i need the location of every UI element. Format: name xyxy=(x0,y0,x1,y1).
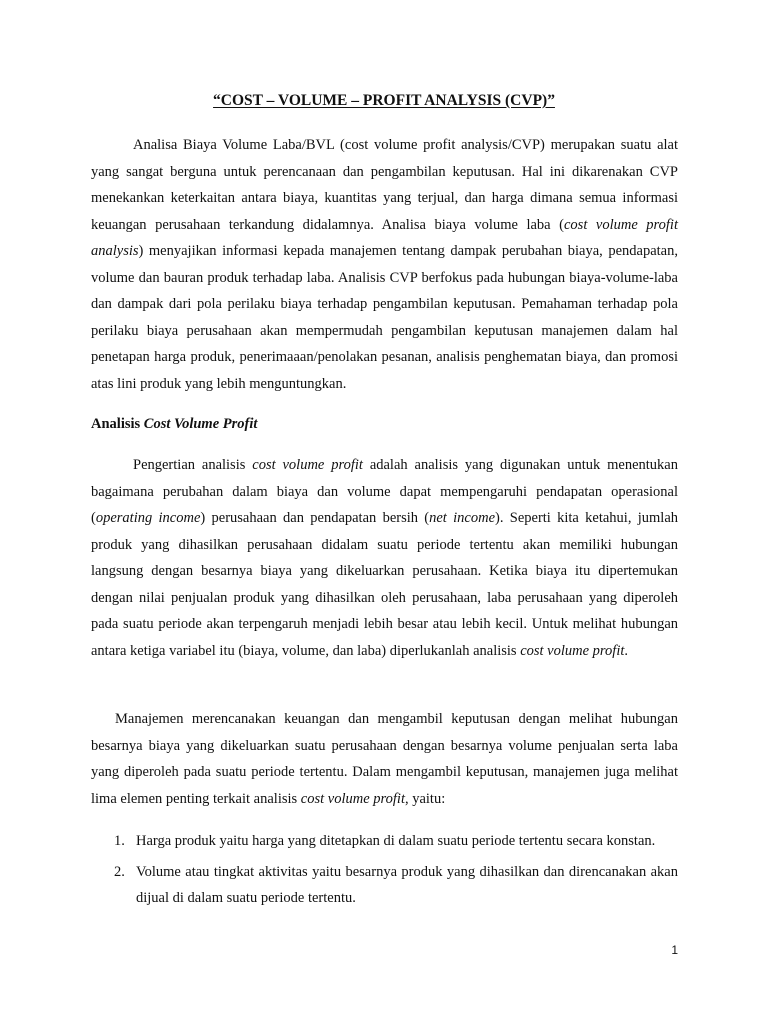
management-paragraph xyxy=(91,706,678,812)
section-heading xyxy=(91,416,257,433)
text-run: . xyxy=(624,642,628,659)
page-number: 1 xyxy=(671,943,678,957)
text-run: ) perusahaan dan pendapatan bersih ( xyxy=(200,510,430,526)
intro-paragraph xyxy=(91,132,678,397)
italic-term: net income xyxy=(429,510,496,526)
list-text: Volume atau tingkat aktivitas yaitu besarnya produk yang dihasilkan dan direncanakan akan dijual di dalam suatu periode tertentu. xyxy=(136,863,678,906)
italic-term: cost volume profit xyxy=(300,790,405,807)
text-run: ) menyajikan informasi kepada manajemen tentang dampak perubahan biaya, pendapatan, volume dan bauran produk terhadap laba. Analisis CVP berfokus pada hubungan biaya-volume-laba dan dampak dari pola perilaku biaya terhadap pengambilan keputusan. Pemahaman terhadap pola perilaku biaya perusahaan akan mempermudah pengambilan keputusan manajemen dalam hal penetapan harga produk, penerimaaan/penolakan pesanan, analisis penghematan biaya, dan promosi atas lini produk yang lebih menguntungkan. xyxy=(91,243,678,392)
italic-term: cost volume profit xyxy=(252,457,363,473)
list-item xyxy=(91,859,678,912)
heading-plain: Analisis xyxy=(91,416,144,432)
text-run: Manajemen merencanakan keuangan dan mengambil keputusan dengan melihat hubungan besarnya biaya yang dikeluarkan suatu perusahaan dengan besarnya volume penjualan serta laba yang diperoleh pada suatu periode tertentu. Dalam mengambil keputusan, manajemen juga melihat lima elemen penting terkait analisis xyxy=(91,711,678,807)
text-run: adalah analisis yang digunakan untuk menentukan bagaimana perubahan dalam biaya dan volume dapat mempengaruhi pendapatan operasional ( xyxy=(91,457,678,526)
text-run: Pengertian analisis xyxy=(133,457,253,473)
text-run: ). Seperti kita ketahui, jumlah produk yang dihasilkan perusahaan didalam suatu periode tertentu akan memiliki hubungan langsung dengan besarnya biaya yang dikeluarkan perusahaan. Ketika biaya itu dipertemukan dengan nilai penjualan produk yang dihasilkan oleh perusahaan, laba perusahaan yang diperoleh pada suatu periode akan terpengaruh menjadi lebih besar atau lebih kecil. Untuk melihat hubungan antara ketiga variabel itu (biaya, volume, dan laba) diperlukanlah analisis xyxy=(91,510,679,659)
list-number: 1. xyxy=(114,833,125,849)
italic-term: cost volume profit xyxy=(520,642,625,659)
list-text: Harga produk yaitu harga yang ditetapkan di dalam suatu periode tertentu secara konstan. xyxy=(136,833,656,849)
list-number: 2. xyxy=(114,863,125,880)
list-item xyxy=(91,828,678,855)
heading-italic: Cost Volume Profit xyxy=(143,416,258,432)
elements-list xyxy=(91,828,678,916)
text-run: Analisa Biaya Volume Laba/BVL (cost volume profit analysis/CVP) merupakan suatu alat yang sangat berguna untuk perencanaan dan pengambilan keputusan. Hal ini dikarenakan CVP menekankan keterkaitan antara biaya, kuantitas yang terjual, dan harga dimana semua informasi keuangan perusahaan terkandung didalamnya. Analisa biaya volume laba ( xyxy=(91,137,678,233)
italic-term: cost volume profit analysis xyxy=(91,216,678,259)
text-run: , yaitu: xyxy=(404,790,446,807)
italic-term: operating income xyxy=(95,510,201,526)
definition-paragraph xyxy=(91,452,678,664)
page-title: “COST – VOLUME – PROFIT ANALYSIS (CVP)” xyxy=(213,92,555,109)
